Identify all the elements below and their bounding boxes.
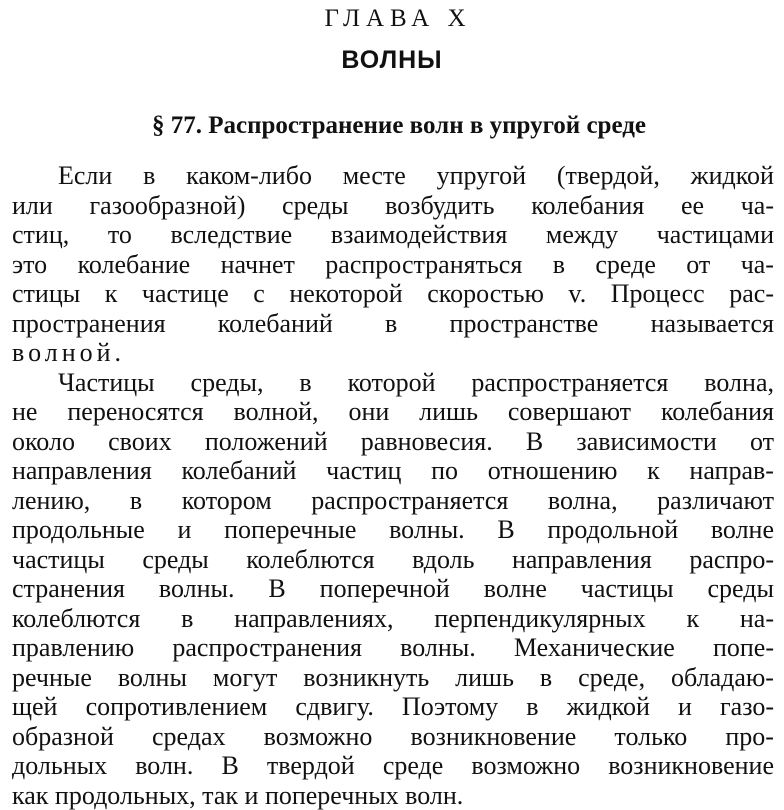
text-line: не переносятся волной, они лишь совершают колебания [12,397,774,427]
text-line: Частицы среды, в которой распространяется волна, [12,368,774,398]
text-line: стиц, то вследствие взаимодействия между частицами [12,220,774,250]
text-line: стицы к частице с некоторой скоростью v. Процесс рас- [12,279,774,309]
body-text [12,161,774,810]
text-line: это колебание начнет распространяться в среде от ча- [12,250,774,280]
text-line: пространения колебаний в пространстве называется [12,309,774,339]
text-line: речные волны могут возникнуть лишь в среде, обладаю- [12,663,774,693]
section-title: § 77. Распространение волн в упругой среде [14,110,784,142]
text-line: Если в каком-либо месте упругой (твердой, жидкой [12,161,774,191]
text-line: дольных волн. В твердой среде возможно возникновение [12,751,774,781]
chapter-label: ГЛАВА X [0,4,784,34]
paragraph-1 [12,161,774,368]
text-line: продольные и поперечные волны. В продольной волне [12,515,774,545]
text-line: щей сопротивлением сдвигу. Поэтому в жидкой и газо- [12,692,774,722]
text-line: лению, в котором распространяется волна, различают [12,486,774,516]
text-line: направления колебаний частиц по отношению к направ- [12,456,774,486]
text-line: частицы среды колеблются вдоль направления распро- [12,545,774,575]
text-line: около своих положений равновесия. В зависимости от [12,427,774,457]
text-line: правлению распространения волны. Механические попе- [12,633,774,663]
text-line: как продольных, так и поперечных волн. [12,781,774,810]
chapter-title: ВОЛНЫ [0,43,784,77]
text-line: образной средах возможно возникновение только про- [12,722,774,752]
paragraph-2 [12,368,774,810]
text-line: или газообразной) среды возбудить колебания ее ча- [12,191,774,221]
text-line: странения волны. В поперечной волне частицы среды [12,574,774,604]
text-line: волной. [12,338,774,368]
text-line: колеблются в направлениях, перпендикулярных к на- [12,604,774,634]
